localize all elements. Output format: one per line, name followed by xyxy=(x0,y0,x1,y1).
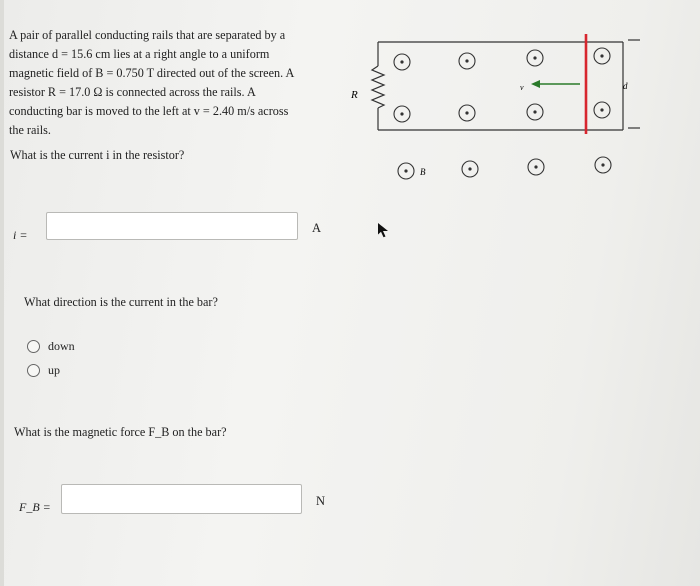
radio-option-down[interactable] xyxy=(27,339,75,354)
current-unit: A xyxy=(312,221,322,235)
current-label: i = xyxy=(13,228,28,242)
question-force: What is the magnetic force F_B on the bar? xyxy=(14,425,227,439)
rail-diagram xyxy=(340,28,660,188)
field-label: B xyxy=(420,167,426,177)
field-out-icon xyxy=(594,48,610,64)
question-current: What is the current i in the resistor? xyxy=(10,148,185,162)
field-out-icon xyxy=(394,106,410,122)
mouse-cursor-icon xyxy=(376,222,390,238)
radio-button[interactable] xyxy=(27,340,40,353)
option-label: up xyxy=(48,363,60,377)
field-out-icon xyxy=(528,159,544,175)
field-out-icon xyxy=(527,50,543,66)
resistor-icon xyxy=(372,66,384,108)
field-out-icon xyxy=(595,157,611,173)
option-label: down xyxy=(48,339,75,353)
force-unit: N xyxy=(316,494,326,508)
field-out-icon xyxy=(398,163,414,179)
field-out-icon xyxy=(462,161,478,177)
force-label: F_B = xyxy=(19,500,51,514)
field-out-icon xyxy=(594,102,610,118)
problem-line: the rails. xyxy=(9,123,51,137)
radio-button[interactable] xyxy=(27,364,40,377)
field-out-icon xyxy=(394,54,410,70)
problem-line: distance d = 15.6 cm lies at a right angle to a uniform xyxy=(9,47,270,61)
field-out-icon xyxy=(459,105,475,121)
current-input[interactable] xyxy=(46,212,298,240)
force-input[interactable] xyxy=(61,484,302,514)
field-out-icon xyxy=(459,53,475,69)
field-out-icon xyxy=(527,104,543,120)
distance-label: d xyxy=(623,81,628,91)
problem-line: A pair of parallel conducting rails that are separated by a xyxy=(9,28,286,42)
problem-statement xyxy=(9,26,314,140)
radio-option-up[interactable] xyxy=(27,363,60,378)
page-margin xyxy=(0,0,4,586)
velocity-arrow-icon xyxy=(531,80,540,88)
problem-line: conducting bar is moved to the left at v = 2.40 m/s across xyxy=(9,104,289,118)
resistor-label: R xyxy=(351,89,358,101)
problem-line: magnetic field of B = 0.750 T directed out of the screen. A xyxy=(9,66,295,80)
problem-line: resistor R = 17.0 Ω is connected across the rails. A xyxy=(9,85,256,99)
velocity-label: v xyxy=(520,83,524,92)
question-direction: What direction is the current in the bar? xyxy=(24,295,218,309)
